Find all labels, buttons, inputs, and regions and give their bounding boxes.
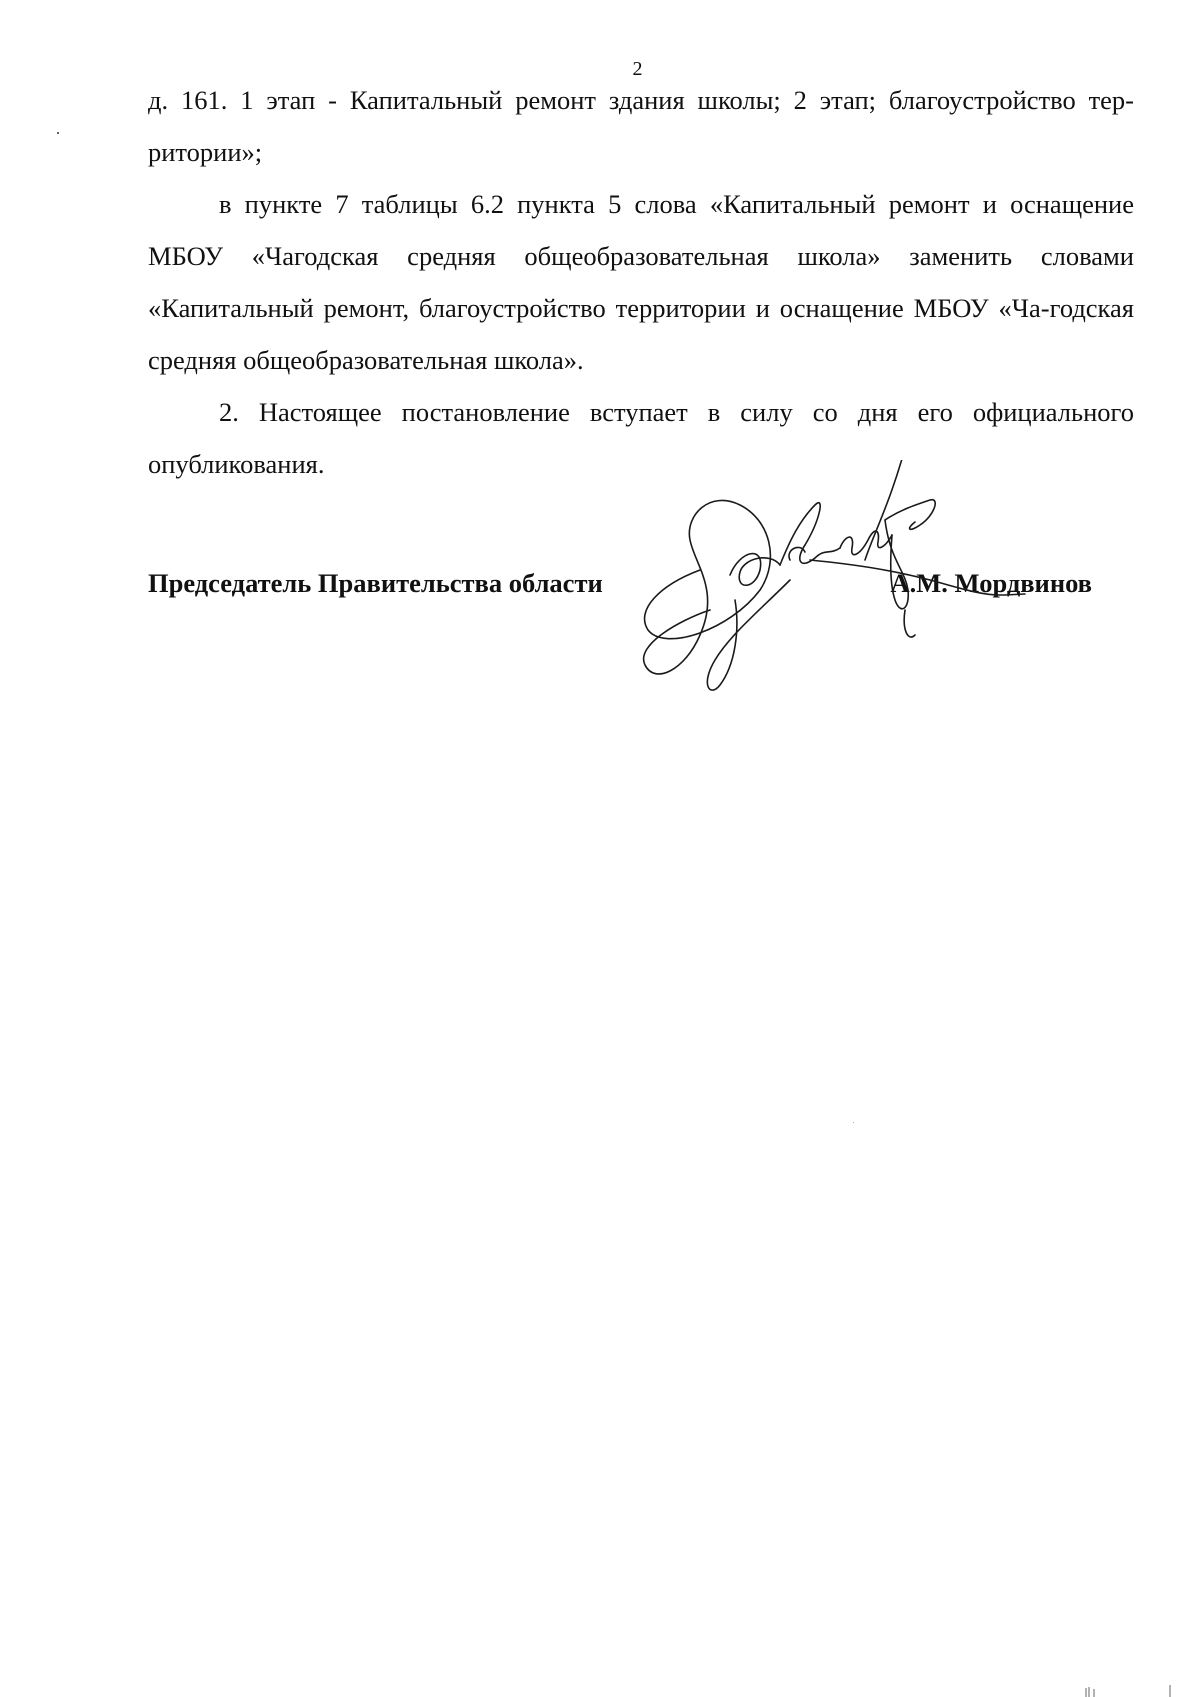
- handwritten-signature: [640, 460, 1040, 700]
- document-body: [148, 74, 1134, 490]
- signer-name: А.М. Мордвинов: [890, 568, 1092, 598]
- scan-artifact: [1084, 1684, 1184, 1697]
- signer-position: Председатель Правительства области: [148, 568, 603, 598]
- paragraph-amendment: в пункте 7 таблицы 6.2 пункта 5 слова «Капитальный ремонт и оснащение МБОУ «Чагодская средняя общеобразовательная школа» заменить словами «Капитальный ремонт, благоустройство территории и оснащение МБОУ «Ча-годская средняя общеобразовательная школа».: [148, 189, 1134, 375]
- paragraph-continuation: д. 161. 1 этап - Капитальный ремонт здания школы; 2 этап; благоустройство тер-ритории»;: [148, 85, 1134, 167]
- scan-artifact: [853, 1122, 854, 1123]
- scan-artifact: [57, 132, 59, 134]
- paragraph-effective-date: 2. Настоящее постановление вступает в силу со дня его официального опубликования.: [148, 397, 1134, 479]
- page-number: 2: [632, 58, 643, 80]
